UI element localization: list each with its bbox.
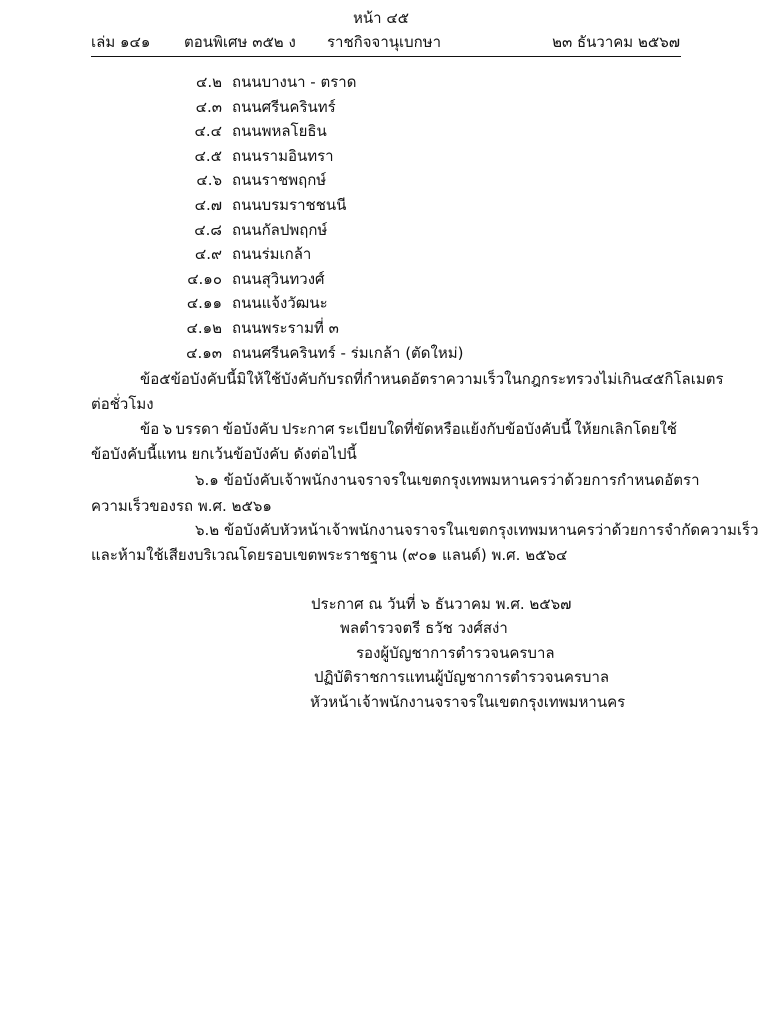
- clause-6-word: ๖: [162, 420, 173, 438]
- road-item-name: ถนนกัลปพฤกษ์: [232, 221, 328, 239]
- road-item-name: ถนนบรมราชชนนี: [232, 196, 347, 214]
- road-item-number: ๔.๑๐: [187, 270, 222, 288]
- road-item-number: ๔.๑๑: [186, 294, 222, 312]
- volume-number: เล่ม ๑๔๑: [91, 33, 151, 51]
- clause-6-line-1: [140, 420, 677, 438]
- subclause-6-2-line-2: และห้ามใช้เสียงบริเวณโดยรอบเขตพระราชฐาน (๙๐๑ แลนด์) พ.ศ. ๒๕๖๔: [91, 546, 568, 564]
- signatory-title-2: ปฏิบัติราชการแทนผู้บัญชาการตำรวจนครบาล: [314, 668, 610, 686]
- clause-5-word: กิโลเมตร: [664, 370, 724, 388]
- clause-6-word: ให้ยกเลิกโดยใช้: [574, 420, 677, 438]
- road-item-number: ๔.๘: [194, 221, 222, 239]
- road-item-name: ถนนรามอินทรา: [232, 147, 334, 165]
- road-item-number: ๔.๕: [194, 147, 222, 165]
- road-item-number: ๔.๔: [194, 122, 222, 140]
- subclause-6-1-line-1: ๖.๑ ข้อบังคับเจ้าพนักงานจราจรในเขตกรุงเทพมหานครว่าด้วยการกำหนดอัตรา: [195, 471, 700, 489]
- clause-6-word: ข้อบังคับ: [222, 420, 279, 438]
- road-item-name: ถนนพระรามที่ ๓: [232, 319, 339, 337]
- road-item-name: ถนนศรีนครินทร์: [232, 98, 336, 116]
- road-item-name: ถนนพหลโยธิน: [232, 122, 327, 140]
- gazette-name: ราชกิจจานุเบกษา: [327, 33, 442, 51]
- clause-5-line-1: [140, 370, 724, 388]
- road-item-number: ๔.๖: [196, 171, 222, 189]
- road-item-number: ๔.๓: [195, 98, 222, 116]
- subclause-6-1-line-2: ความเร็วของรถ พ.ศ. ๒๕๖๑: [91, 497, 272, 515]
- announcement-date: ประกาศ ณ วันที่ ๖ ธันวาคม พ.ศ. ๒๕๖๗: [311, 595, 572, 613]
- clause-6-word: ประกาศ: [281, 420, 335, 438]
- clause-5-word: ๕: [159, 370, 171, 388]
- clause-6-word: บรรดา: [175, 420, 220, 438]
- road-item-number: ๔.๒: [195, 73, 222, 91]
- road-item-name: ถนนราชพฤกษ์: [232, 171, 327, 189]
- subclause-6-2-line-1: ๖.๒ ข้อบังคับหัวหน้าเจ้าพนักงานจราจรในเขตกรุงเทพมหานครว่าด้วยการจำกัดความเร็ว: [195, 521, 759, 539]
- clause-5-word: ข้อ: [140, 370, 160, 388]
- clause-5-word: ข้อบังคับนี้มิให้ใช้บังคับกับรถที่กำหนดอัตราความเร็วในกฎกระทรวงไม่เกิน: [170, 370, 642, 388]
- road-item-name: ถนนศรีนครินทร์ - ร่มเกล้า (ตัดใหม่): [232, 344, 464, 362]
- clause-6-word: ข้อ: [140, 420, 160, 438]
- road-item-number: ๔.๗: [194, 196, 222, 214]
- clause-6-line-2: ข้อบังคับนี้แทน ยกเว้นข้อบังคับ ดังต่อไปนี้: [91, 445, 357, 463]
- clause-5-word: ๔๕: [641, 370, 665, 388]
- road-item-number: ๔.๙: [194, 245, 222, 263]
- road-item-name: ถนนแจ้งวัฒนะ: [232, 294, 328, 312]
- clause-5-line-2: ต่อชั่วโมง: [91, 395, 154, 413]
- road-item-number: ๔.๑๒: [186, 319, 222, 337]
- signatory-title-3: หัวหน้าเจ้าพนักงานจราจรในเขตกรุงเทพมหานคร: [310, 693, 626, 711]
- road-item-name: ถนนสุวินทวงศ์: [232, 270, 325, 288]
- road-item-name: ถนนบางนา - ตราด: [232, 73, 357, 91]
- signatory-title-1: รองผู้บัญชาการตำรวจนครบาล: [356, 644, 555, 662]
- header-divider: [91, 56, 681, 57]
- signatory-name: พลตำรวจตรี ธวัช วงศ์สง่า: [340, 619, 508, 637]
- issue-number: ตอนพิเศษ ๓๕๒ ง: [184, 33, 296, 51]
- road-item-name: ถนนร่มเกล้า: [232, 245, 312, 263]
- road-item-number: ๔.๑๓: [186, 344, 222, 362]
- publication-date: ๒๓ ธันวาคม ๒๕๖๗: [552, 33, 680, 51]
- page-number: หน้า ๔๕: [353, 9, 410, 27]
- clause-6-word: ระเบียบใดที่ขัดหรือแย้งกับข้อบังคับนี้: [337, 420, 572, 438]
